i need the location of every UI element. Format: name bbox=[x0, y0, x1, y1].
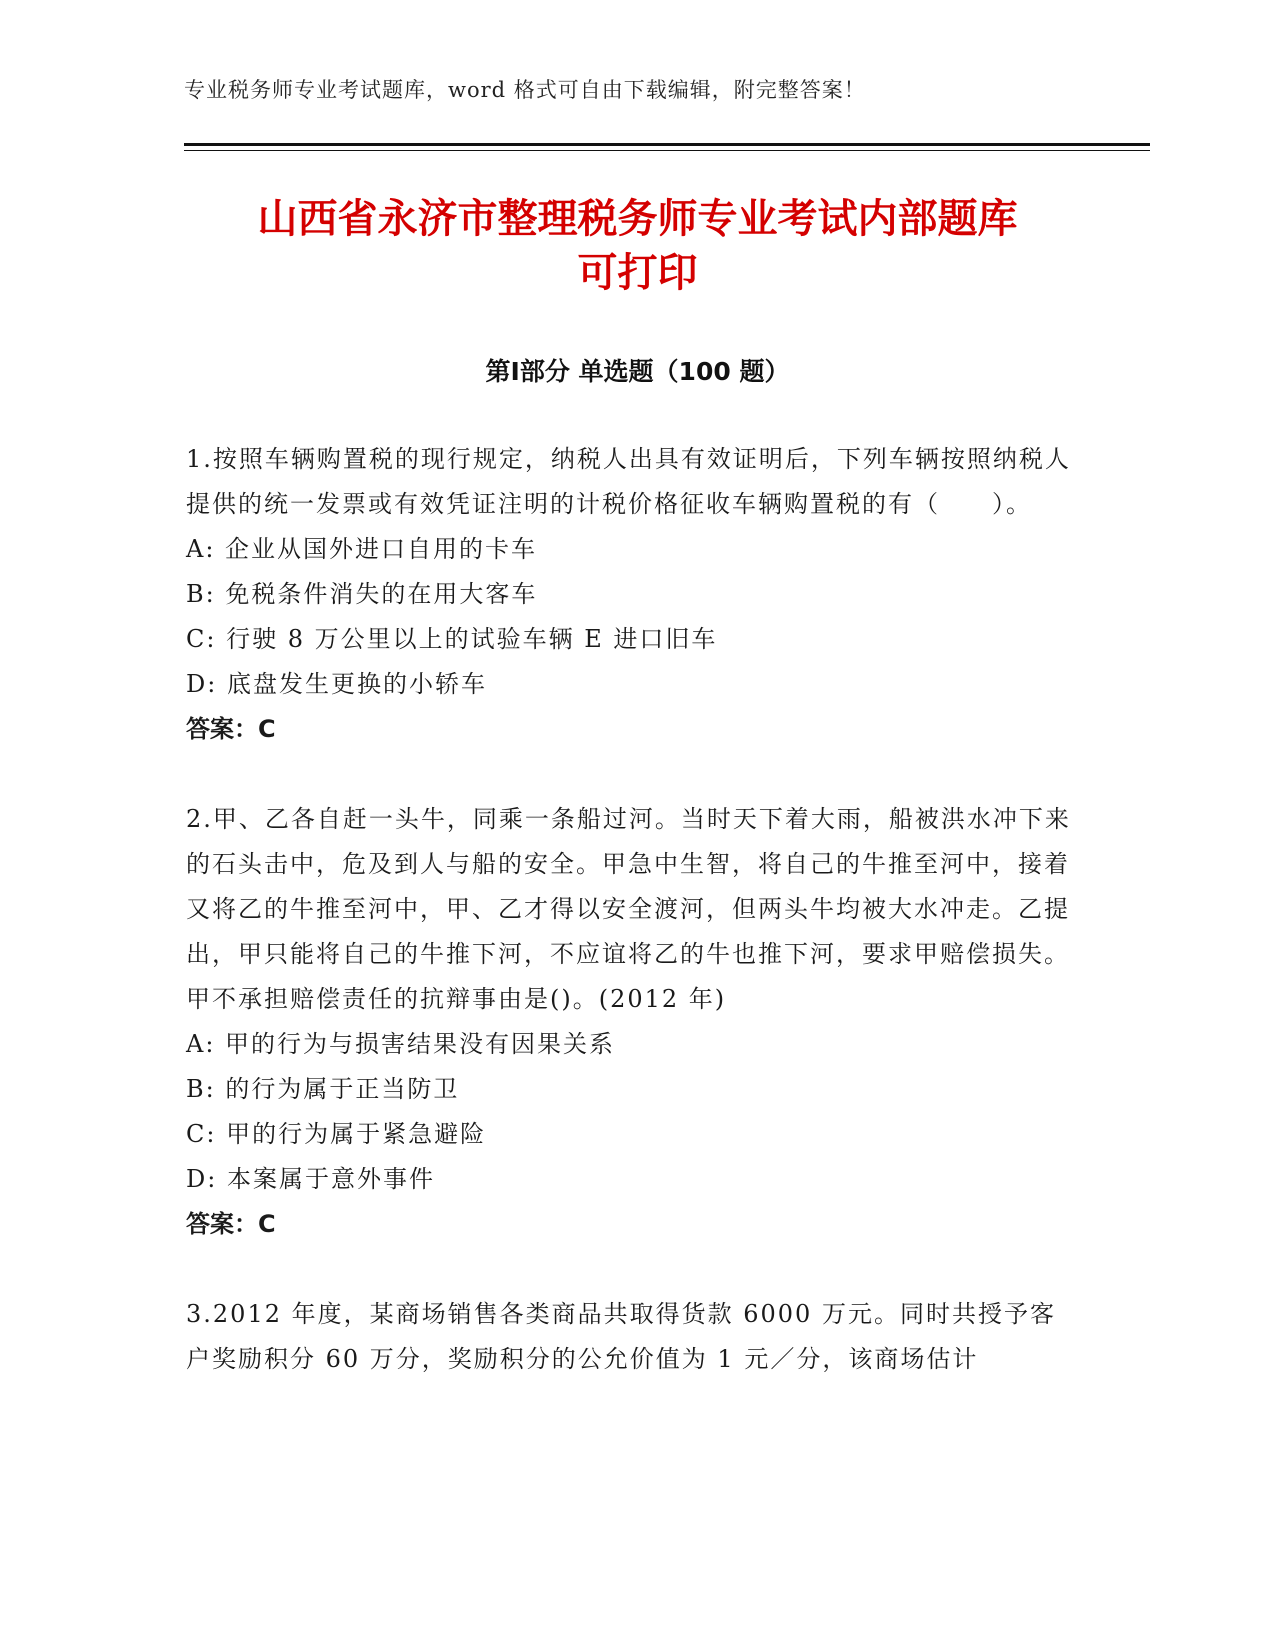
option-c: C: 行驶 8 万公里以上的试验车辆 E 进口旧车 bbox=[186, 625, 718, 653]
question-stem: 3.2012 年度，某商场销售各类商品共取得货款 6000 万元。同时共授予客户奖励积分 60 万分，奖励积分的公允价值为 1 元／分，该商场估计 bbox=[186, 1300, 1056, 1373]
question-list bbox=[186, 437, 1076, 1427]
option-d: D: 本案属于意外事件 bbox=[186, 1165, 435, 1193]
document-title bbox=[150, 192, 1125, 300]
document-title-line1: 山西省永济市整理税务师专业考试内部题库 bbox=[257, 196, 1018, 242]
document-title-line2: 可打印 bbox=[577, 250, 698, 296]
header-rule-thin bbox=[184, 150, 1150, 151]
header-note: 专业税务师专业考试题库，word 格式可自由下载编辑，附完整答案！ bbox=[184, 78, 866, 102]
question-3 bbox=[186, 1292, 1076, 1382]
option-a: A: 甲的行为与损害结果没有因果关系 bbox=[186, 1030, 616, 1058]
answer: 答案：C bbox=[186, 1210, 276, 1238]
option-d: D: 底盘发生更换的小轿车 bbox=[186, 670, 487, 698]
option-a: A: 企业从国外进口自用的卡车 bbox=[186, 535, 538, 563]
question-2 bbox=[186, 797, 1076, 1247]
header-rule-thick bbox=[184, 143, 1150, 146]
option-b: B: 的行为属于正当防卫 bbox=[186, 1075, 460, 1103]
option-b: B: 免税条件消失的在用大客车 bbox=[186, 580, 538, 608]
question-stem: 1.按照车辆购置税的现行规定，纳税人出具有效证明后，下列车辆按照纳税人提供的统一发票或有效凭证注明的计税价格征收车辆购置税的有（ ）。 bbox=[186, 445, 1071, 518]
answer: 答案：C bbox=[186, 715, 276, 743]
option-c: C: 甲的行为属于紧急避险 bbox=[186, 1120, 487, 1148]
section-title: 第Ⅰ部分 单选题（100 题） bbox=[485, 357, 790, 386]
question-1 bbox=[186, 437, 1076, 752]
question-stem: 2.甲、乙各自赶一头牛，同乘一条船过河。当时天下着大雨，船被洪水冲下来的石头击中，危及到人与船的安全。甲急中生智，将自己的牛推至河中，接着又将乙的牛推至河中，甲、乙才得以安全渡河，但两头牛均被大水冲走。乙提出，甲只能将自己的牛推下河，不应谊将乙的牛也推下河，要求甲赔偿损失。甲不承担赔偿责任的抗辩事由是()。(2012 年) bbox=[186, 805, 1071, 1013]
